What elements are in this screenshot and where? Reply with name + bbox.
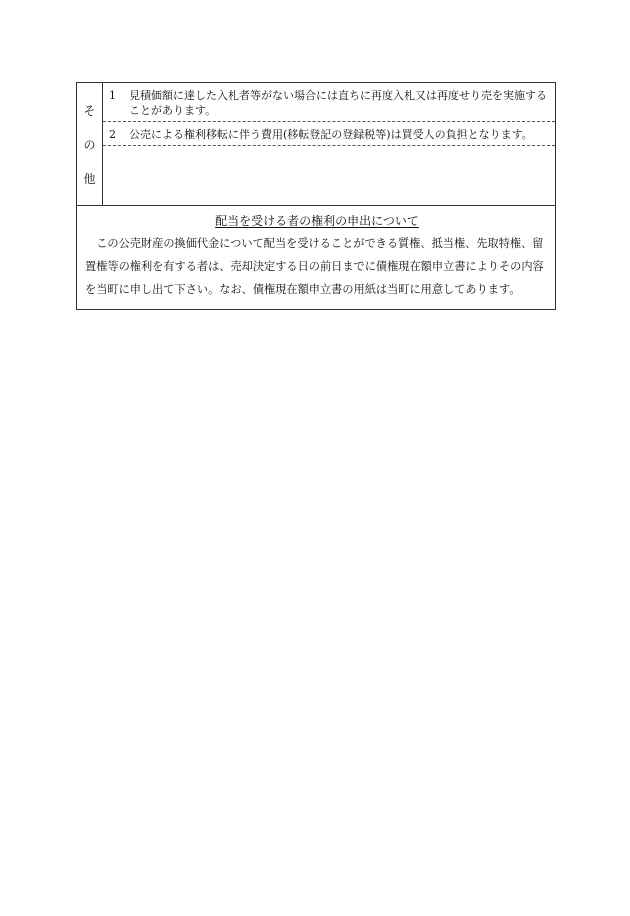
item-number: 1 [109, 89, 116, 102]
other-item-empty [103, 146, 555, 205]
dividend-body: この公売財産の換価代金について配当を受けることができる質権、抵当権、先取特権、留置権等の権利を有する者は、売却決定する日の前日までに債権現在額申立書によりその内容を当町に申し出て下さい。なお、債権現在額申立書の用紙は当町に用意してあります。 [85, 237, 544, 296]
dividend-section [77, 206, 555, 309]
other-items [103, 83, 555, 205]
other-item [103, 83, 555, 122]
item-number: 2 [109, 128, 116, 141]
dividend-title-text: 配当を受ける者の権利の申出について [215, 214, 419, 228]
other-section [77, 83, 555, 206]
other-label-char: の [83, 137, 96, 152]
dividend-title [85, 212, 549, 230]
notice-table [76, 82, 556, 310]
other-label-char: 他 [83, 171, 96, 186]
other-label [77, 83, 103, 205]
item-text: 見積価額に達した入札者等がない場合には直ちに再度入札又は再度せり売を実施することがあります。 [129, 89, 547, 117]
other-label-char: そ [83, 103, 96, 118]
other-item [103, 122, 555, 146]
item-text: 公売による権利移転に伴う費用(移転登記の登録税等)は買受人の負担となります。 [129, 128, 533, 141]
